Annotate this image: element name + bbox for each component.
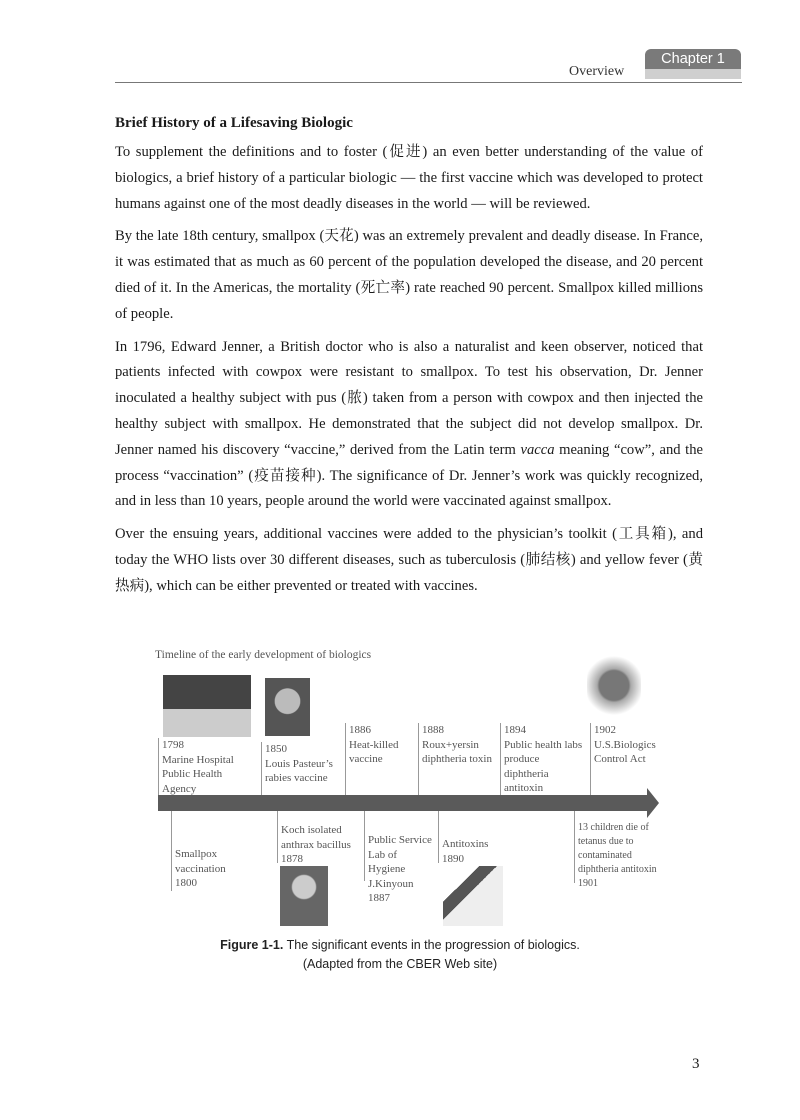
section-heading: Brief History of a Lifesaving Biologic: [115, 115, 353, 131]
timeline-event: 1894 Public health labs produce diphtheria antitoxin: [500, 723, 585, 795]
timeline-event: 1888 Roux+yersin diphtheria toxin: [418, 723, 498, 795]
antitoxin-photo: [443, 866, 503, 926]
body-text: [115, 112, 703, 607]
chapter-tab: [645, 49, 741, 79]
header-rule: [115, 82, 742, 83]
figure-source: (Adapted from the CBER Web site): [302, 957, 498, 971]
timeline-event: 13 children die of tetanus due to contaminated diphtheria antitoxin 1901: [574, 811, 664, 883]
timeline-event: Public Service Lab of Hygiene J.Kinyoun 1887: [364, 811, 436, 881]
timeline-event: Smallpox vaccination 1800: [171, 811, 251, 891]
figure-title: Timeline of the early development of biologics: [155, 649, 372, 661]
koch-portrait: [280, 866, 328, 926]
page-number: 3: [692, 1056, 700, 1072]
running-header-section: Overview: [569, 64, 625, 79]
hospital-photo: [163, 675, 251, 737]
timeline-event: Antitoxins 1890: [438, 811, 498, 863]
chapter-label: Chapter 1: [645, 49, 741, 69]
pasteur-portrait: [265, 678, 310, 736]
figure-caption: Figure 1-1. The significant events in the progression of biologics.: [220, 938, 580, 952]
timeline-event: 1902 U.S.Biologics Control Act: [590, 723, 665, 795]
latin-term: vacca: [520, 441, 555, 458]
timeline-event: 1850 Louis Pasteur’s rabies vaccine: [261, 742, 345, 795]
timeline-arrow: [158, 795, 648, 811]
timeline-figure: [155, 648, 665, 933]
paragraph: In 1796, Edward Jenner, a British doctor who is also a naturalist and keen observer, noticed that patients infected with cowpox were resistant to smallpox. To test his observation, Dr. Jenner inoculated a healthy subject with pus (脓) taken from a person with cowpox and then injected the healthy subject with smallpox. He demonstrated that the subject did not develop smallpox. Dr. Jenner named his discovery “vaccine,” derived from the Latin term vacca meaning “cow”, and the process “vaccination” (疫苗接种). The significance of Dr. Jenner’s work was quickly recognized, and in less than 10 years, people around the world were vaccinated against smallpox.: [115, 338, 703, 510]
paragraph: By the late 18th century, smallpox (天花) was an extremely prevalent and deadly disease. In France, it was estimated that as much as 60 percent of the population developed the disease, and 20 percent died of it. In the Americas, the mortality (死亡率) rate reached 90 percent. Smallpox killed millions of people.: [115, 228, 703, 322]
timeline-event: 1798 Marine Hospital Public Health Agency: [158, 738, 253, 795]
paragraph: Over the ensuing years, additional vaccines were added to the physician’s toolkit (工具箱), and today the WHO lists over 30 different diseases, such as tuberculosis (肺结核) and yellow fever (黄热病), which can be either prevented or treated with vaccines.: [115, 526, 703, 594]
us-seal-emblem: [587, 653, 641, 718]
paragraph: To supplement the definitions and to foster (促进) an even better understanding of the value of biologics, a brief history of a particular biologic — the first vaccine which was developed to protect humans against one of the most deadly diseases in the world — will be reviewed.: [115, 144, 703, 212]
timeline-event: 1886 Heat-killed vaccine: [345, 723, 415, 795]
timeline-event: Koch isolated anthrax bacillus 1878: [277, 811, 362, 863]
